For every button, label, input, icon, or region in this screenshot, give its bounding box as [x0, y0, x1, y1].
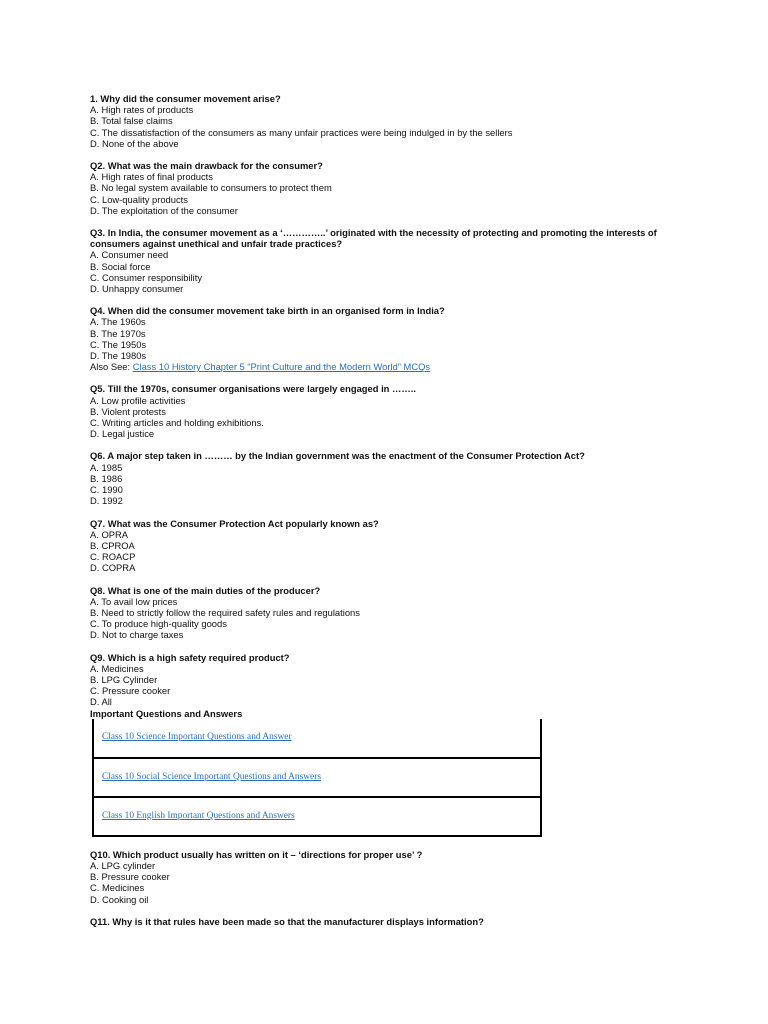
question-block-6: [90, 450, 680, 506]
option-b: B. No legal system available to consumers to protect them: [90, 182, 332, 194]
question-text: Q7. What was the Consumer Protection Act popularly known as?: [90, 517, 379, 529]
option-c: C. Consumer responsibility: [90, 271, 203, 283]
option-d: D. Not to charge taxes: [90, 629, 184, 641]
question-block-3: [90, 227, 680, 294]
question-text: Q2. What was the main drawback for the consumer?: [90, 160, 323, 172]
option-b: B. Pressure cooker: [90, 871, 170, 883]
question-text: Q8. What is one of the main duties of the producer?: [90, 584, 321, 596]
option-b: B. Social force: [90, 260, 151, 272]
option-b: B. CPROA: [90, 539, 135, 551]
option-d: D. Cooking oil: [90, 893, 149, 905]
important-links-table: [92, 719, 542, 837]
option-d: D. None of the above: [90, 137, 179, 149]
also-see-link[interactable]: Class 10 History Chapter 5 “Print Culture and the Modern World” MCQs: [132, 361, 431, 373]
option-a: A. 1985: [90, 461, 123, 473]
option-b: B. Violent protests: [90, 405, 166, 417]
link-row: [94, 757, 540, 796]
option-a: A. The 1960s: [90, 316, 146, 328]
option-a: A. To avail low prices: [90, 595, 178, 607]
question-text: Q11. Why is it that rules have been made so that the manufacturer displays information?: [90, 915, 484, 927]
option-d: D. Legal justice: [90, 428, 155, 440]
social-science-questions-link[interactable]: Class 10 Social Science Important Questions and Answers: [102, 771, 321, 782]
option-c: C. To produce high-quality goods: [90, 618, 227, 630]
link-row: [94, 796, 540, 835]
option-d: D. Unhappy consumer: [90, 283, 184, 295]
option-a: A. Medicines: [90, 662, 144, 674]
option-b: B. The 1970s: [90, 327, 146, 339]
option-a: A. LPG cylinder: [90, 859, 156, 871]
question-text: Q5. Till the 1970s, consumer organisations were largely engaged in ……..: [90, 383, 416, 395]
option-b: B. Need to strictly follow the required safety rules and regulations: [90, 606, 360, 618]
question-block-1: [90, 93, 680, 149]
option-b: B. Total false claims: [90, 115, 173, 127]
science-questions-link[interactable]: Class 10 Science Important Questions and Answer: [102, 732, 292, 743]
question-text: Q4. When did the consumer movement take birth in an organised form in India?: [90, 305, 445, 317]
question-text: Q9. Which is a high safety required product?: [90, 651, 290, 663]
option-d: D. The 1980s: [90, 350, 147, 362]
option-b: B. 1986: [90, 472, 123, 484]
question-text: 1. Why did the consumer movement arise?: [90, 93, 281, 104]
also-see-line: [90, 361, 680, 372]
option-c: C. Pressure cooker: [90, 685, 171, 697]
link-row: [94, 719, 540, 757]
option-c: C. 1990: [90, 484, 123, 496]
question-block-5: [90, 383, 680, 439]
question-block-7: [90, 518, 680, 574]
option-d: D. 1992: [90, 495, 123, 507]
option-d: D. All: [90, 696, 112, 708]
option-b: B. LPG Cylinder: [90, 673, 158, 685]
question-block-9: [90, 652, 680, 708]
option-a: A. Low profile activities: [90, 394, 186, 406]
document-page: [90, 93, 680, 938]
option-a: A. High rates of products: [90, 104, 194, 116]
option-a: A. OPRA: [90, 528, 129, 540]
question-block-11: [90, 916, 680, 927]
question-text: Q10. Which product usually has written on it – ‘directions for proper use’ ?: [90, 848, 423, 860]
question-block-8: [90, 585, 680, 641]
option-c: C. The 1950s: [90, 338, 147, 350]
question-block-2: [90, 160, 680, 216]
option-c: C. Low-quality products: [90, 193, 188, 205]
option-a: A. High rates of final products: [90, 171, 213, 183]
question-text: Q3. In India, the consumer movement as a ‘…………..’ originated with the necessity of protecting and promoting the interests of consumers against unethical and unfair trade practices?: [90, 227, 657, 250]
option-d: D. The exploitation of the consumer: [90, 204, 238, 216]
also-see-prefix: Also See:: [90, 361, 133, 373]
option-a: A. Consumer need: [90, 249, 169, 261]
option-c: C. Medicines: [90, 882, 145, 894]
option-d: D. COPRA: [90, 562, 136, 574]
option-c: C. The dissatisfaction of the consumers as many unfair practices were being indulged in by the sellers: [90, 126, 513, 138]
question-block-10: [90, 849, 680, 905]
english-questions-link[interactable]: Class 10 English Important Questions and Answers: [102, 810, 295, 821]
question-text: Q6. A major step taken in ……… by the Indian government was the enactment of the Consumer Protection Act?: [90, 450, 585, 462]
important-questions-heading: Important Questions and Answers: [90, 707, 243, 719]
option-c: C. Writing articles and holding exhibitions.: [90, 417, 264, 429]
option-c: C. ROACP: [90, 551, 136, 563]
question-block-4: [90, 305, 680, 372]
